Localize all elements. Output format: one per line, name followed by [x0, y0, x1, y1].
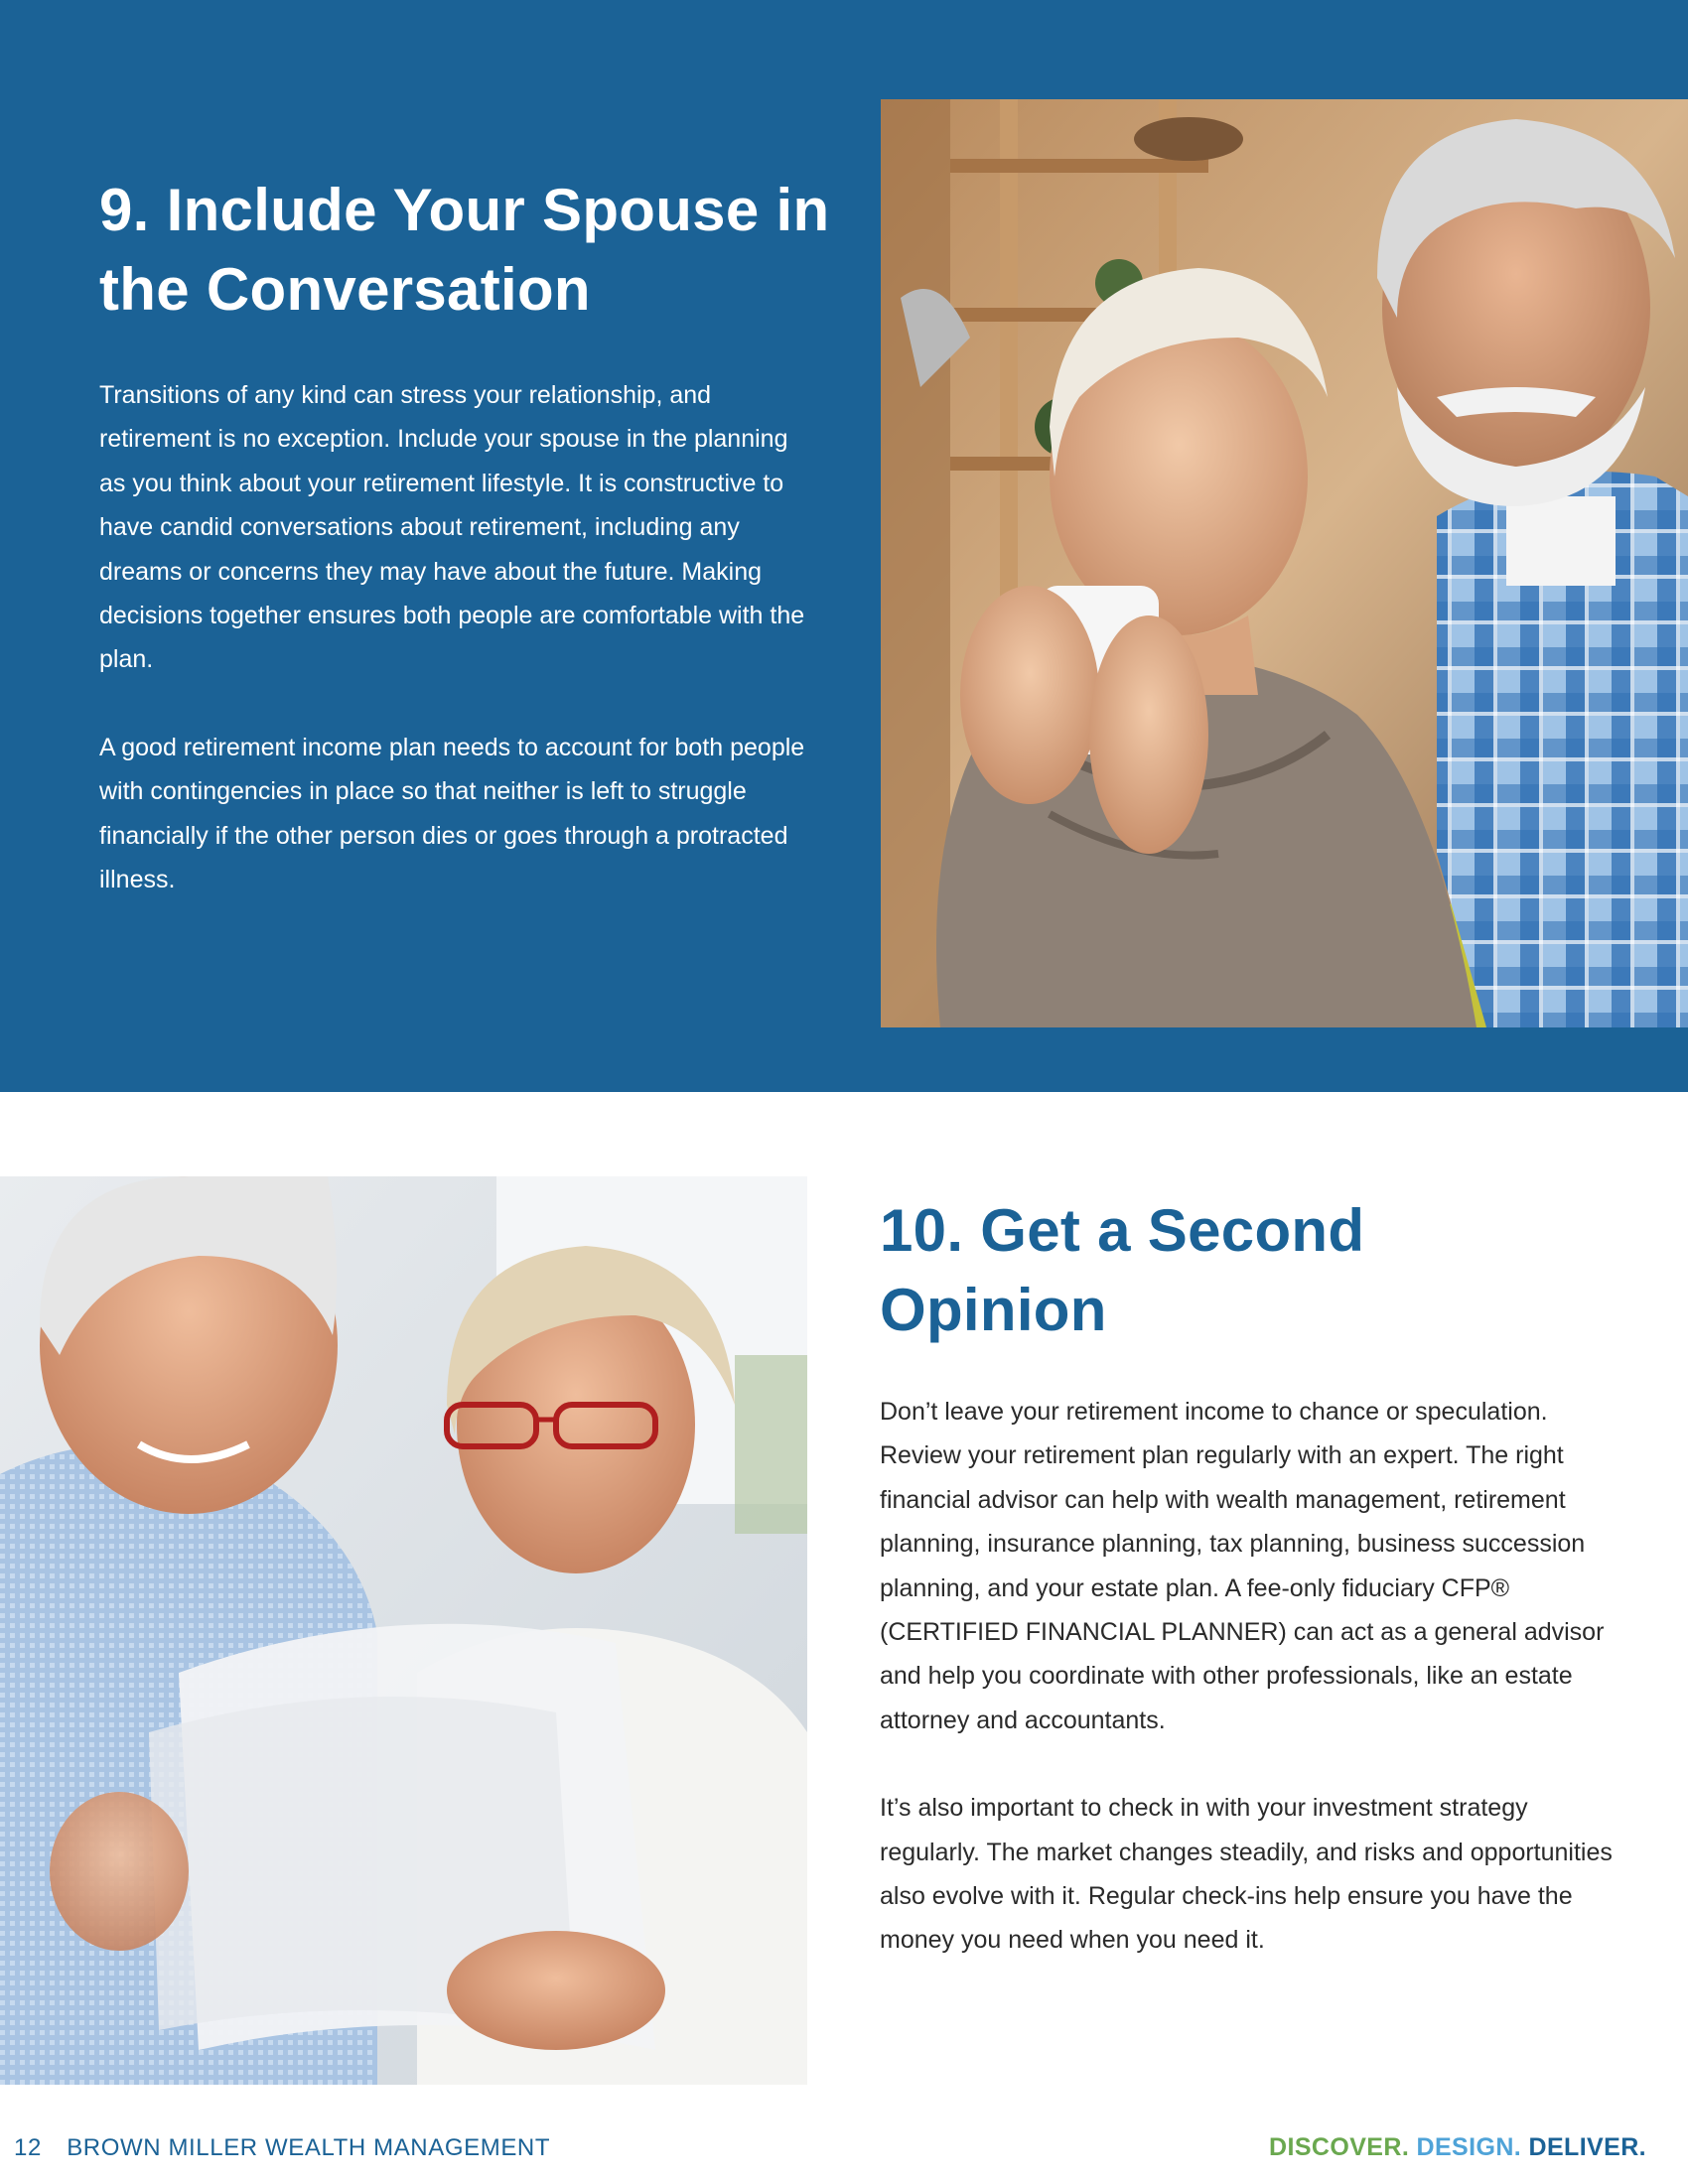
tagline-discover: DISCOVER. — [1269, 2133, 1410, 2161]
senior-couple-photo — [881, 99, 1688, 1027]
section-9-paragraph: Transitions of any kind can stress your relationship, and retirement is no exception. Include your spouse in the planning as you think about your retirement lifestyle. It is constructive to have candid conversations about retirement, including any dreams or concerns they may have about the future. Making decisions together ensures both people are comfortable with the plan. — [99, 381, 805, 674]
couple-reviewing-papers-photo — [0, 1176, 807, 2085]
section-9-heading: 9. Include Your Spouse in the Conversation — [99, 177, 830, 323]
tagline-design: DESIGN. — [1416, 2133, 1522, 2161]
section-9-body — [99, 373, 814, 945]
section-9-paragraph: A good retirement income plan needs to account for both people with contingencies in place so that neither is left to struggle financially if the other person dies or goes through a protracted illness. — [99, 733, 805, 894]
company-name: BROWN MILLER WEALTH MANAGEMENT — [67, 2134, 551, 2161]
page-number: 12 — [14, 2134, 42, 2161]
section-10-body — [880, 1390, 1615, 2006]
section-10-paragraph: Don’t leave your retirement income to chance or speculation. Review your retirement plan regularly with an expert. The right financial advisor can help with wealth management, retirement planning, insurance planning, tax planning, business succession planning, and your estate plan. A fee-only fiduciary CFP® (CERTIFIED FINANCIAL PLANNER) can act as a general advisor and help you coordinate with other professionals, like an estate attorney and accountants. — [880, 1398, 1605, 1734]
footer-left — [14, 2134, 550, 2162]
section-10-paragraph: It’s also important to check in with your investment strategy regularly. The market changes steadily, and risks and opportunities also evolve with it. Regular check-ins help ensure you have the money you need when you need it. — [880, 1794, 1613, 1955]
section-10-heading: 10. Get a Second Opinion — [880, 1197, 1365, 1343]
tagline — [1269, 2133, 1646, 2162]
tagline-deliver: DELIVER. — [1528, 2133, 1646, 2161]
